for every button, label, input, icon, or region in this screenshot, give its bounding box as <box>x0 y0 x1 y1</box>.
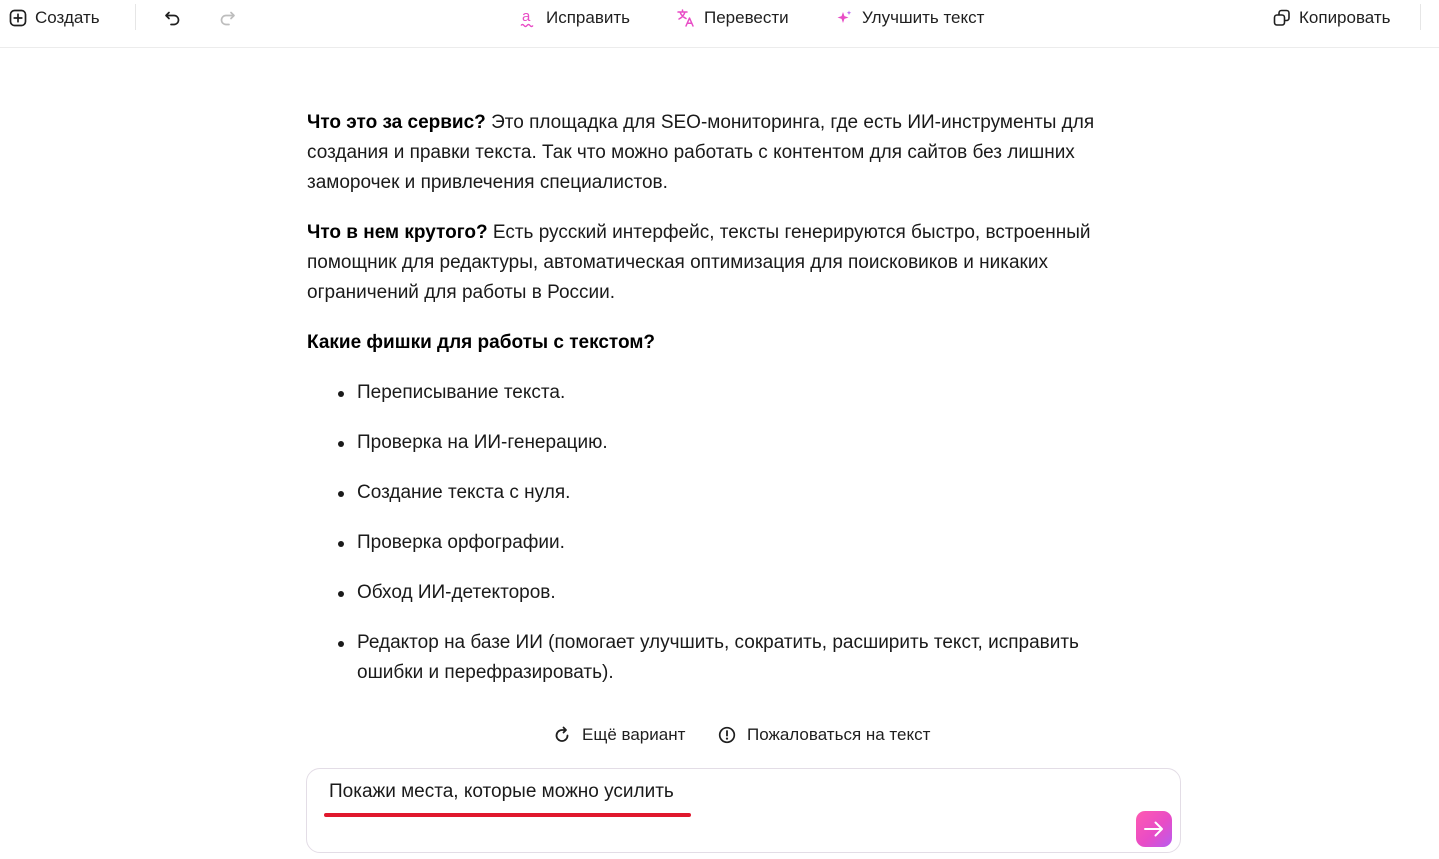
refresh-icon <box>553 726 571 744</box>
create-label: Создать <box>35 8 100 27</box>
paragraph-features-bold: Что в нем крутого? <box>307 222 488 243</box>
prompt-input[interactable]: Покажи места, которые можно усилить <box>329 781 674 802</box>
another-variant-button[interactable] <box>553 722 685 748</box>
plus-square-icon <box>9 9 27 27</box>
svg-text:a: a <box>522 8 531 25</box>
toolbar-divider <box>135 4 136 30</box>
paragraph-features-text: Есть русский интерфейс, тексты генерируются быстро, встроенный помощник для редактуры, автоматическая оптимизация для поисковиков и никаких ограничений для работы в России. <box>307 222 1091 303</box>
undo-icon <box>164 9 182 27</box>
improve-text-label: Улучшить текст <box>862 8 985 27</box>
list-item: Проверка орфографии. <box>307 528 1137 558</box>
list-item: Обход ИИ-детекторов. <box>307 578 1137 608</box>
paragraph-service <box>307 108 1137 198</box>
copy-button[interactable] <box>1273 6 1391 30</box>
section-heading-text: Какие фишки для работы с текстом? <box>307 332 656 353</box>
another-variant-label: Ещё вариант <box>582 725 686 744</box>
list-item: Редактор на базе ИИ (помогает улучшить, сократить, расширить текст, исправить ошибки и перефразировать). <box>307 628 1137 688</box>
sparkle-icon <box>834 8 854 28</box>
feature-list <box>307 378 1137 688</box>
alert-circle-icon <box>718 726 736 744</box>
spellcheck-icon <box>518 7 538 29</box>
report-text-button[interactable] <box>718 722 930 748</box>
result-actions <box>0 722 1439 748</box>
highlight-underline <box>324 813 691 817</box>
translate-button[interactable] <box>676 6 789 30</box>
paragraph-service-bold: Что это за сервис? <box>307 112 486 133</box>
list-item: Создание текста с нуля. <box>307 478 1137 508</box>
copy-label: Копировать <box>1299 8 1391 27</box>
list-item: Проверка на ИИ-генерацию. <box>307 428 1137 458</box>
toolbar-divider <box>1420 4 1421 30</box>
report-text-label: Пожаловаться на текст <box>747 725 931 744</box>
fix-button[interactable] <box>518 6 630 30</box>
improve-text-button[interactable] <box>834 6 984 30</box>
section-heading <box>307 328 1137 358</box>
copy-icon <box>1273 9 1291 27</box>
generated-text <box>307 108 1137 708</box>
arrow-right-icon <box>1143 820 1165 838</box>
top-toolbar <box>0 0 1439 48</box>
paragraph-features <box>307 218 1137 308</box>
translate-label: Перевести <box>704 8 789 27</box>
redo-icon <box>218 9 236 27</box>
redo-button[interactable] <box>218 6 236 30</box>
send-button[interactable] <box>1136 811 1172 847</box>
undo-button[interactable] <box>164 6 182 30</box>
paragraph-service-text: Это площадка для SEO-мониторинга, где есть ИИ-инструменты для создания и правки текста. Так что можно работать с контентом для сайтов без лишних заморочек и привлечения специалистов. <box>307 112 1095 193</box>
list-item: Переписывание текста. <box>307 378 1137 408</box>
create-button[interactable] <box>9 6 100 30</box>
translate-icon <box>676 8 696 28</box>
prompt-input-box[interactable] <box>306 768 1181 853</box>
fix-label: Исправить <box>546 8 631 27</box>
